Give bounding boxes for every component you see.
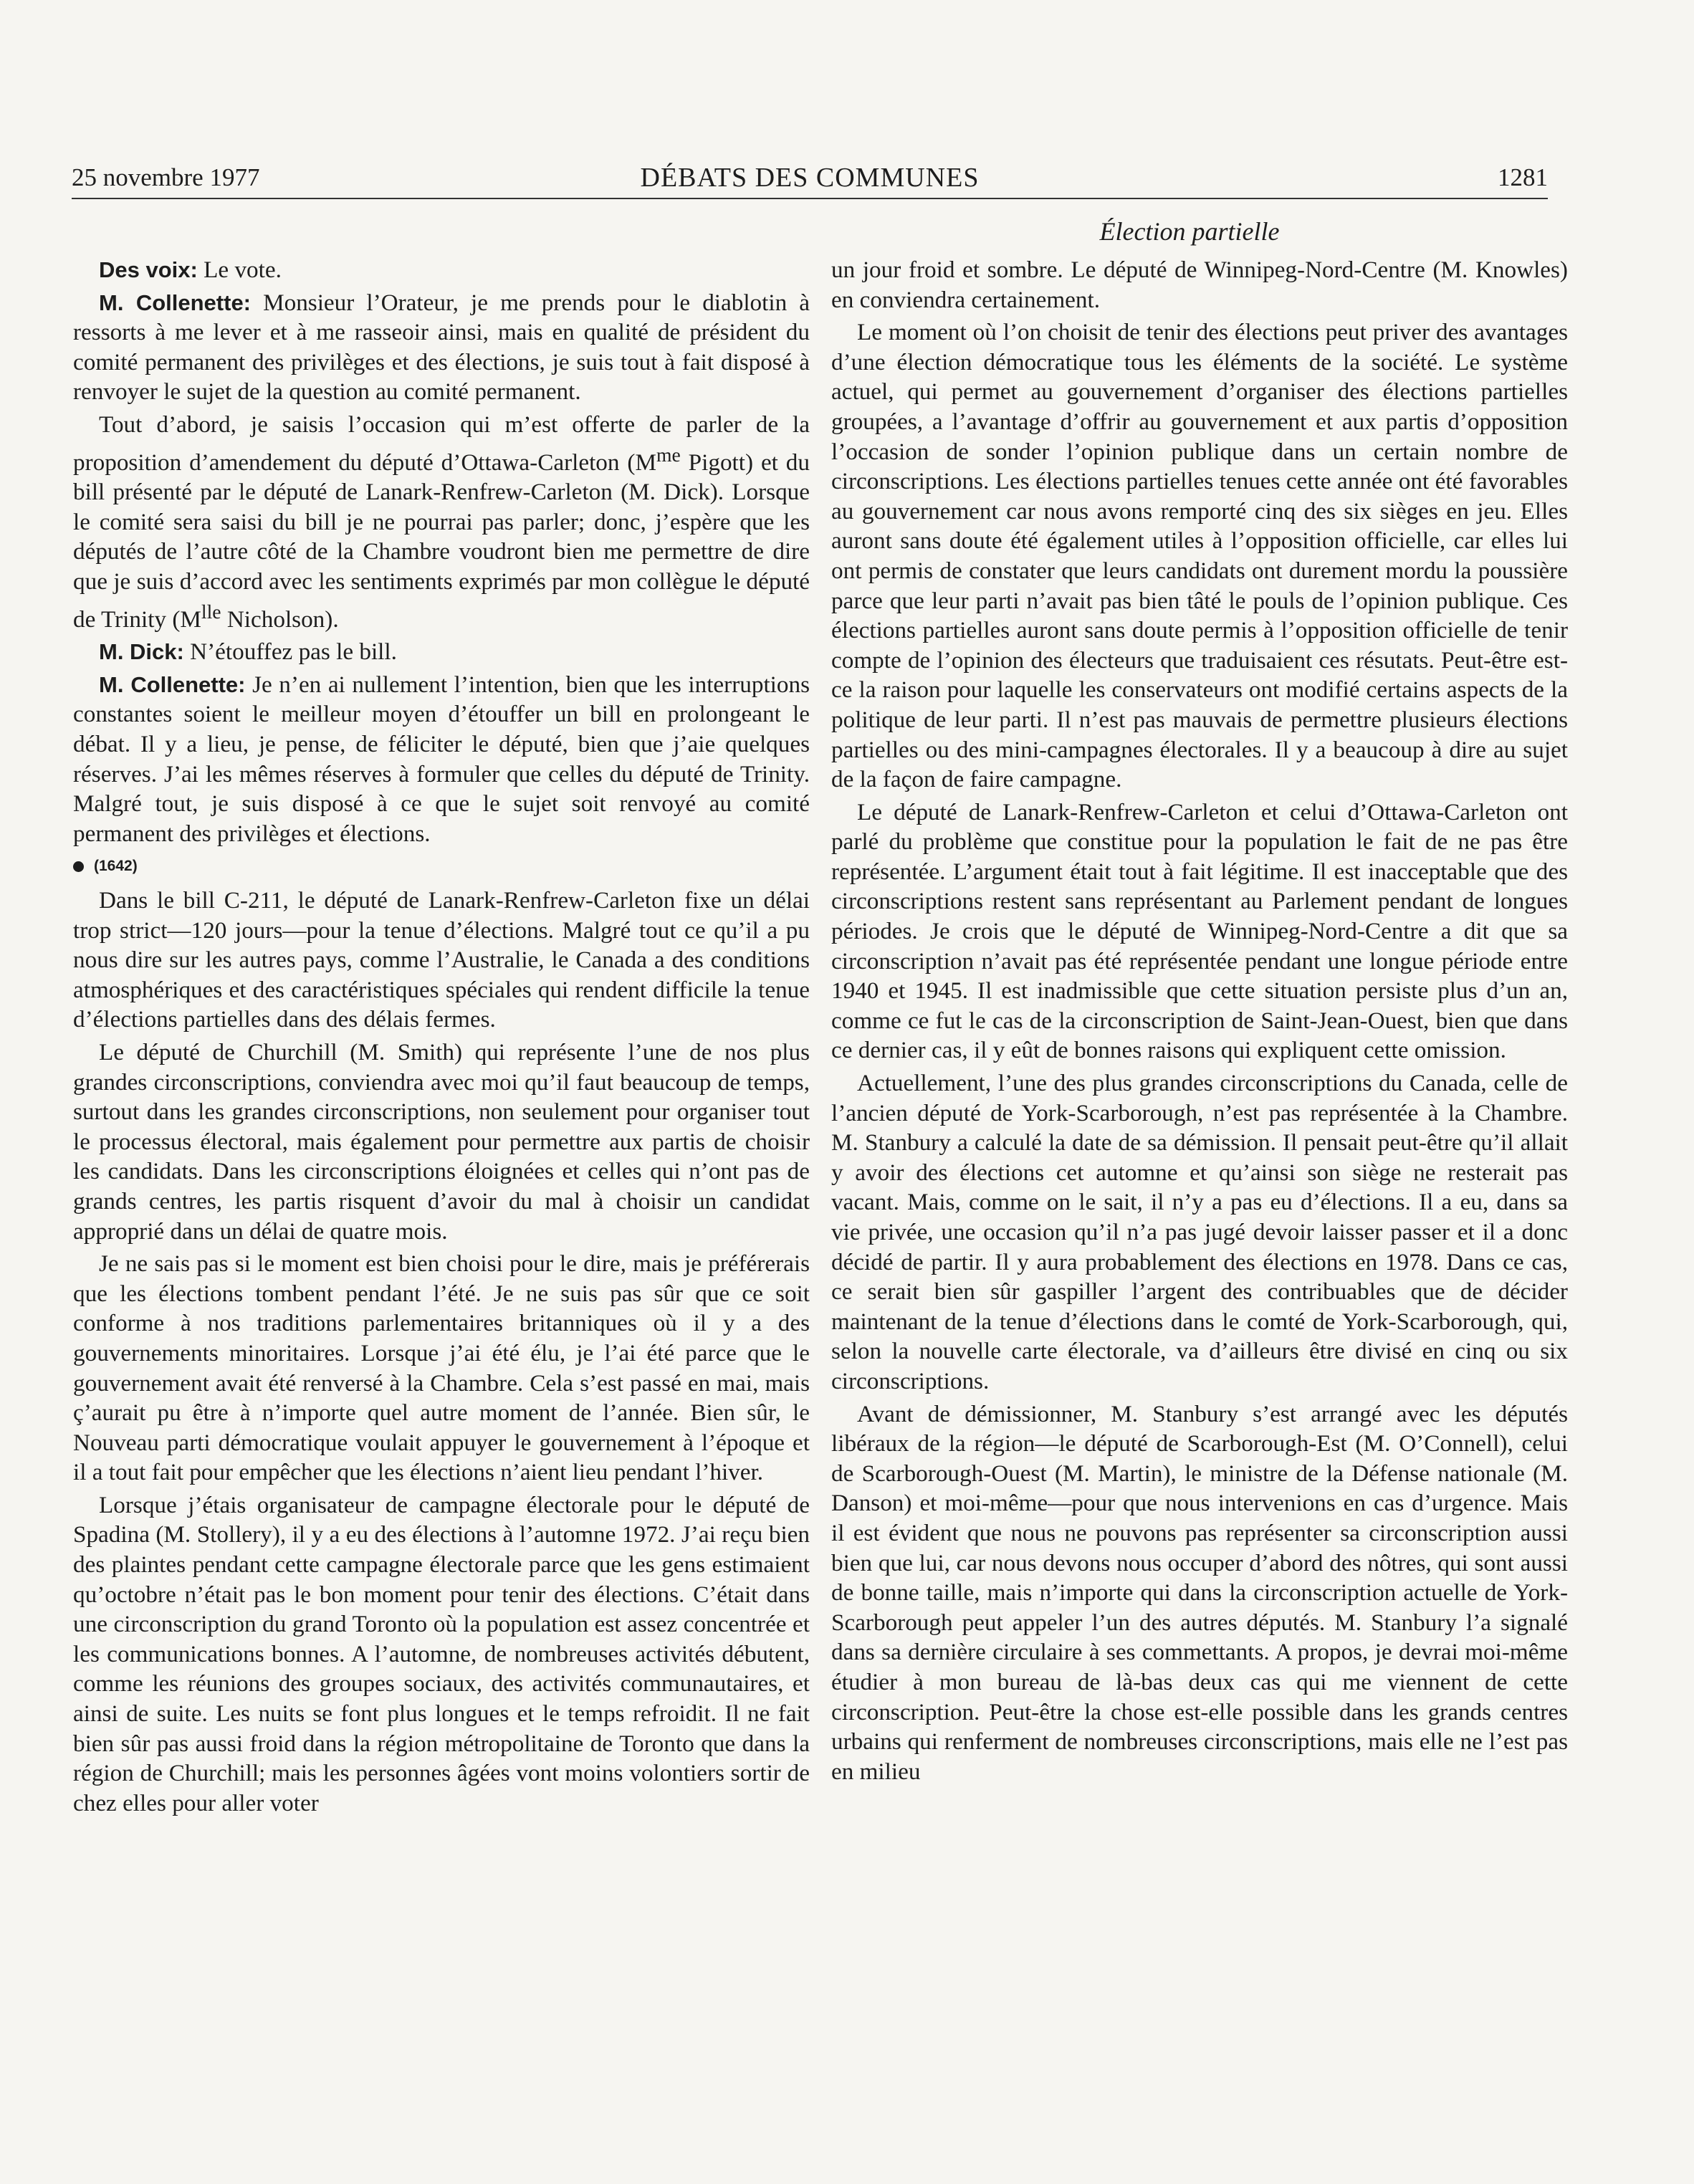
paragraph: Actuellement, l’une des plus grandes circonscriptions du Canada, celle de l’ancien député de York-Scarborough, n’est pas représentée à la Chambre. M. Stanbury a calculé la date de sa démission. Il pensait peut-être qu’il allait y avoir des élections cet automne et qu’ainsi son siège ne resterait pas vacant. Mais, comme on le sait, il n’y a pas eu d’élections. Il a eu, dans sa vie privée, une occasion qu’il n’a pas jugé devoir laisser passer et il a donc décidé de partir. Il y aura probablement des élections en 1978. Dans ce cas, ce serait bien sûr gaspiller l’argent des contribuables que de décider maintenant de la tenue d’élections dans le comté de York-Scarborough, qui, selon la nouvelle carte électorale, va d’ailleurs être divisé en cinq ou six circonscriptions. [831,1070,1568,1394]
publication-title: DÉBATS DES COMMUNES [640,163,980,193]
paragraph: Le moment où l’on choisit de tenir des élections peut priver des avantages d’une élection démocratique tous les éléments de la société. Le système actuel, qui permet au gouvernement d’organiser des élections partielles groupées, a l’avantage d’offrir au gouvernement et aux partis d’opposition l’occasion de sonder l’opinion publique dans un certain nombre de circonscriptions. Les élections partielles tenues cette année ont été favorables au gouvernement car nous avons remporté cinq des six sièges en jeu. Elles auront sans doute été également utiles à l’opposition officielle, car elles lui ont permis de constater que leurs candidats ont durement mordu la poussière parce que leur parti n’avait pas bien tâté le pouls de l’opinion publique. Ces élections partielles auront sans doute permis à l’opposition officielle de tenir compte de l’opinion des électeurs que traduisaient ces résutats. Peut-être est-ce la raison pour laquelle les conservateurs ont modifié certains aspects de la politique de leur parti. Il n’est pas mauvais de permettre plusieurs élections partielles ou des mini-campagnes électorales. Il y a beaucoup à dire au sujet de la façon de faire campagne. [831,319,1568,793]
paragraph: Avant de démissionner, M. Stanbury s’est arrangé avec les députés libéraux de la région—le député de Scarborough-Est (M. O’Connell), celui de Scarborough-Ouest (M. Martin), le ministre de la Défense nationale (M. Danson) et moi-même—pour que nous intervenions en cas d’urgence. Mais il est évident que nous ne pouvons pas représenter sa circonscription aussi bien que lui, car nous devons nous occuper d’abord des nôtres, qui sont aussi de bonne taille, mais n’importe qui dans la circonscription actuelle de York-Scarborough peut appeler l’un des autres députés. M. Stanbury l’a signalé dans sa dernière circulaire à ses commettants. A propos, je devrai moi-même étudier à mon bureau de là-bas deux cas qui me viennent de cette circonscription. Peut-être la chose est-elle possible dans les grands centres urbains qui renferment de nombreuses circonscriptions, mais elle ne l’est pas en milieu [831,1400,1568,1785]
header-date: 25 novembre 1977 [72,163,260,191]
time-marker-label: (1642) [94,858,138,875]
speaker-name: M. Dick: [99,639,184,665]
paragraph [73,637,810,667]
superscript: me [656,443,681,466]
speaker-name: Des voix: [99,257,198,282]
paragraph-text: Le vote. [204,257,282,283]
superscript: lle [201,600,221,623]
paragraph-text: Monsieur l’Orateur, je me prends pour le diablotin à ressorts à me lever et à me rasseoir ainsi, mais en qualité de président du comité permanent des privilèges et des élections, je suis tout à fait disposé à renvoyer le sujet de la question au comité permanent. [73,289,810,406]
left-column [73,255,810,1821]
paragraph: un jour froid et sombre. Le député de Winnipeg-Nord-Centre (M. Knowles) en conviendra certainement. [831,257,1568,313]
paragraph-text: Nicholson). [221,605,339,633]
running-head: Élection partielle [1099,217,1280,246]
time-marker [73,851,810,881]
bullet-icon [73,861,84,872]
paragraph-text: Tout d’abord, je saisis l’occasion qui m’est offerte de parler de la proposition d’amendement du député d’Ottawa-Carleton (M [73,411,810,476]
right-column [831,255,1568,1789]
paragraph: Lorsque j’étais organisateur de campagne électorale pour le député de Spadina (M. Stollery), il y a eu des élections à l’automne 1972. J’ai reçu bien des plaintes pendant cette campagne électorale parce que les gens estimaient qu’octobre n’était pas le bon moment pour tenir des élections. C’était dans une circonscription du grand Toronto où la population est assez concentrée et les communications bonnes. A l’automne, de nombreuses activités débutent, comme les réunions des groupes sociaux, des activités communautaires, et ainsi de suite. Les nuits se font plus longues et le temps refroidit. Il ne fait bien sûr pas aussi froid dans la région métropolitaine de Toronto que dans la région de Churchill; mais les personnes âgées vont moins volontiers sortir de chez elles pour aller voter [73,1491,810,1816]
paragraph: Le député de Lanark-Renfrew-Carleton et celui d’Ottawa-Carleton ont parlé du problème que constitue pour la population le fait de ne pas être représentée. L’argument était tout à fait légitime. Il est inacceptable que des circonscriptions restent sans représentant au Parlement pendant de longues périodes. Je crois que le député de Winnipeg-Nord-Centre a dit que sa circonscription n’avait pas été représentée pendant une longue période entre 1940 et 1945. Il est inadmissible que cette situation persiste plus d’un an, comme ce fut le cas de la circonscription de Saint-Jean-Ouest, bien que dans ce dernier cas, il y eût de bonnes raisons qui expliquent cette omission. [831,798,1568,1064]
paragraph [73,670,810,849]
paragraph: Dans le bill C-211, le député de Lanark-Renfrew-Carleton fixe un délai trop strict—120 jours—pour la tenue d’élections. Malgré tout ce qu’il a pu nous dire sur les autres pays, comme l’Australie, le Canada a des conditions atmosphériques et des caractéristiques spéciales qui rendent difficile la tenue d’élections partielles dans des délais fermes. [73,887,810,1033]
paragraph-text: N’étouffez pas le bill. [190,638,397,666]
speaker-name: M. Collenette: [99,671,246,697]
paragraph: Je ne sais pas si le moment est bien choisi pour le dire, mais je préférerais que les élections tombent pendant l’été. Je ne suis pas sûr que ce soit conforme à nos traditions parlementaires britanniques où il y a des gouvernements minoritaires. Lorsque j’ai été élu, je l’ai été parce que le gouvernement avait été renversé à la Chambre. Cela s’est passé en mai, mais ç’aurait pu être à n’importe quel autre moment de l’année. Bien sûr, le Nouveau parti démocratique voulait appuyer le gouvernement à l’époque et il a tout fait pour empêcher que les élections n’aient lieu pendant l’hiver. [73,1250,810,1486]
paragraph [73,288,810,407]
paragraph [73,410,810,634]
paragraph-text: Pigott) et du bill présenté par le député de Lanark-Renfrew-Carleton (M. Dick). Lorsque le comité sera saisi du bill je ne pourrai pas parler; donc, j’espère que les députés de l’autre côté de la Chambre voudront bien me permettre de dire que je suis d’accord avec les sentiments exprimés par mon collègue le député de Trinity (M [73,449,810,633]
page-header [72,159,1548,199]
paragraph [73,255,810,285]
speaker-name: M. Collenette: [99,289,252,315]
page-number: 1281 [1498,163,1548,191]
paragraph: Le député de Churchill (M. Smith) qui représente l’une de nos plus grandes circonscriptions, conviendra avec moi qu’il faut beaucoup de temps, surtout dans les grandes circonscriptions, non seulement pour organiser tout le processus électoral, mais également pour permettre aux partis de choisir les candidats. Dans les circonscriptions éloignées et celles qui n’ont pas de grands centres, les partis risquent d’avoir du mal à choisir un candidat approprié dans un délai de quatre mois. [73,1038,810,1245]
paragraph-text: Je n’en ai nullement l’intention, bien que les interruptions constantes soient le meilleur moyen d’étouffer un bill en prolongeant le débat. Il y a lieu, je pense, de féliciter le député, bien que j’aie quelques réserves. J’ai les mêmes réserves à formuler que celles du député de Trinity. Malgré tout, je suis disposé à ce que le sujet soit renvoyé au comité permanent des privilèges et élections. [73,671,810,847]
